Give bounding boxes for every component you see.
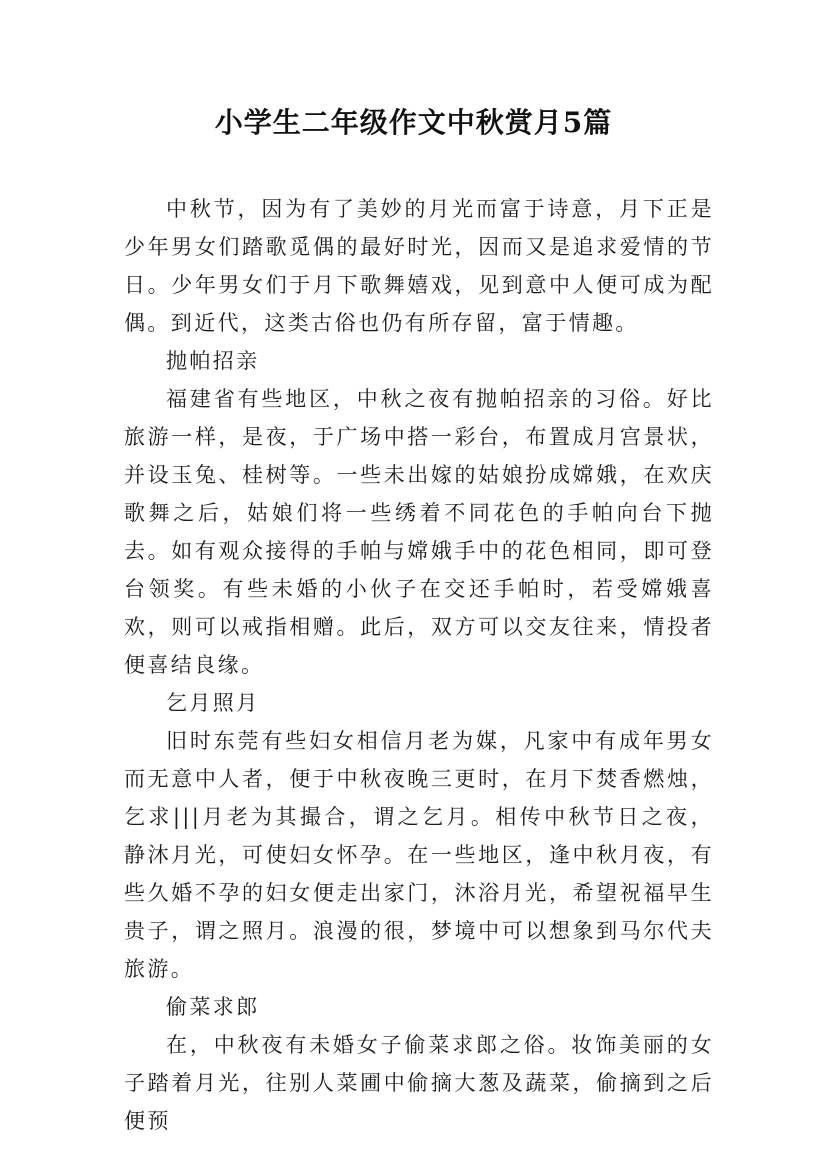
document-body bbox=[124, 190, 714, 1140]
document-title: 小学生二年级作文中秋赏月5篇 bbox=[214, 106, 613, 139]
intro-paragraph: 中秋节，因为有了美妙的月光而富于诗意，月下正是少年男女们踏歌觅偶的最好时光，因而又是追求爱情的节日。少年男女们于月下歌舞嬉戏，见到意中人便可成为配偶。到近代，这类古俗也仍有所存留，富于情趣。 bbox=[124, 197, 714, 335]
section-paragraph-1: 福建省有些地区，中秋之夜有抛帕招亲的习俗。好比旅游一样，是夜，于广场中搭一彩台，布置成月宫景状，并设玉兔、桂树等。一些未出嫁的姑娘扮成嫦娥，在欢庆歌舞之后，姑娘们将一些绣着不同花色的手帕向台下抛去。如有观众接得的手帕与嫦娥手中的花色相同，即可登台领奖。有些未婚的小伙子在交还手帕时，若受嫦娥喜欢，则可以戒指相赠。此后，双方可以交友往来，情投者便喜结良缘。 bbox=[124, 387, 714, 677]
section-heading-3: 偷菜求郎 bbox=[166, 995, 260, 1019]
section-paragraph-3: 在，中秋夜有未婚女子偷菜求郎之俗。妆饰美丽的女子踏着月光，往别人菜圃中偷摘大葱及蔬菜，偷摘到之后便预 bbox=[124, 1033, 714, 1133]
section-heading-2: 乞月照月 bbox=[166, 691, 260, 715]
section-heading-1: 抛帕招亲 bbox=[166, 349, 260, 373]
section-paragraph-2: 旧时东莞有些妇女相信月老为媒，凡家中有成年男女而无意中人者，便于中秋夜晚三更时，在月下焚香燃烛，乞求|||月老为其撮合，谓之乞月。相传中秋节日之夜，静沐月光，可使妇女怀孕。在一些地区，逢中秋月夜，有些久婚不孕的妇女便走出家门，沐浴月光，希望祝福早生贵子，谓之照月。浪漫的很，梦境中可以想象到马尔代夫旅游。 bbox=[124, 729, 714, 981]
